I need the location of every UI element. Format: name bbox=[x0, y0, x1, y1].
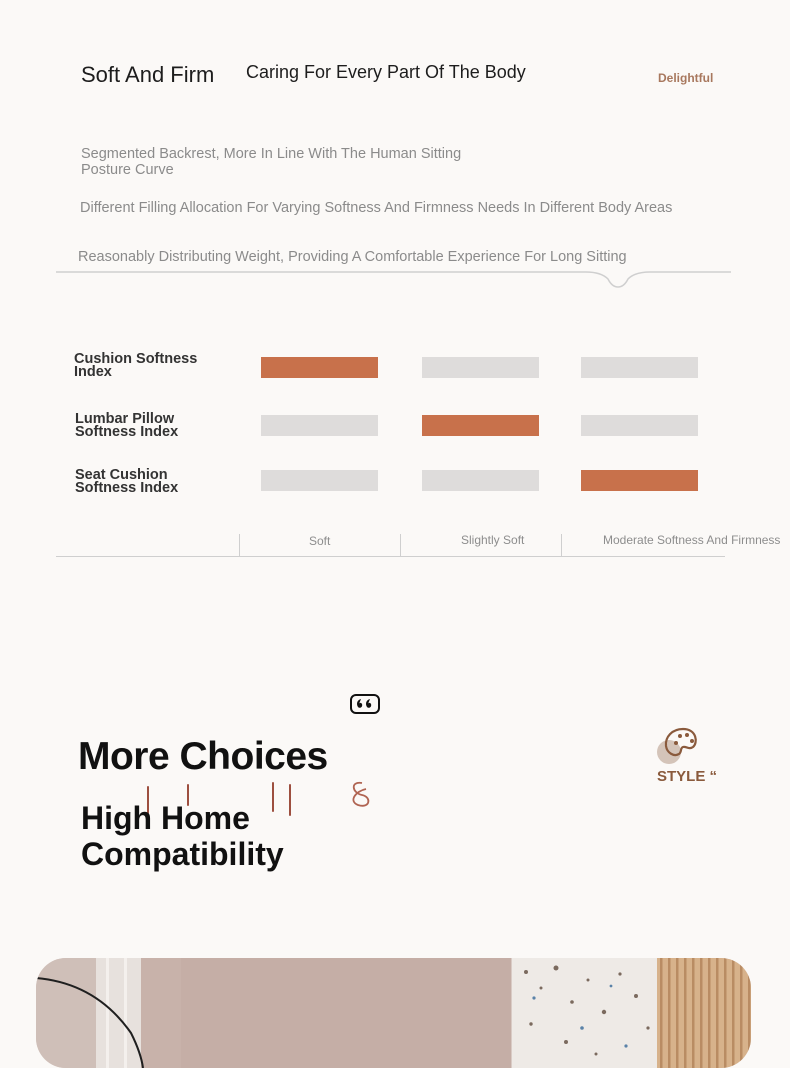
style-label: STYLE “ bbox=[657, 768, 718, 785]
column-label: Slightly Soft bbox=[461, 533, 525, 547]
axis-tick bbox=[400, 534, 401, 556]
row-label: Seat Cushion Softness Index bbox=[75, 467, 179, 496]
row-label: Lumbar Pillow Softness Index bbox=[75, 411, 179, 440]
axis-tick bbox=[561, 534, 562, 556]
quote-icon bbox=[350, 694, 380, 714]
row-label: Cushion Softness Index bbox=[74, 351, 198, 380]
softness-bar bbox=[422, 357, 539, 378]
softness-bar bbox=[261, 357, 378, 378]
feature-text: Different Filling Allocation For Varying Softness And Firmness Needs In Different Body Areas bbox=[80, 200, 673, 216]
axis-tick bbox=[239, 534, 240, 556]
softness-bar bbox=[581, 415, 698, 436]
choices-subtitle: High Home Compatibility bbox=[81, 800, 284, 872]
room-photo-image bbox=[36, 958, 751, 1068]
softness-bar bbox=[422, 415, 539, 436]
feature-text: Segmented Backrest, More In Line With The Human Sitting Posture Curve bbox=[81, 146, 462, 178]
wave-divider bbox=[56, 265, 736, 295]
section-title: Soft And Firm bbox=[81, 62, 215, 87]
softness-bar bbox=[422, 470, 539, 491]
column-label: Soft bbox=[309, 534, 331, 548]
softness-bar bbox=[261, 415, 378, 436]
column-label: Moderate Softness And Firmness bbox=[603, 533, 781, 547]
feature-text: Reasonably Distributing Weight, Providing A Comfortable Experience For Long Sitting bbox=[78, 249, 627, 265]
softness-bar bbox=[261, 470, 378, 491]
palette-icon bbox=[655, 726, 701, 766]
section-subtitle: Caring For Every Part Of The Body bbox=[246, 62, 526, 82]
room-photo bbox=[36, 958, 751, 1068]
softness-bar bbox=[581, 470, 698, 491]
tag-label: Delightful bbox=[658, 71, 714, 85]
choices-title: More Choices bbox=[78, 735, 328, 778]
softness-bar bbox=[581, 357, 698, 378]
axis-line bbox=[56, 556, 725, 557]
